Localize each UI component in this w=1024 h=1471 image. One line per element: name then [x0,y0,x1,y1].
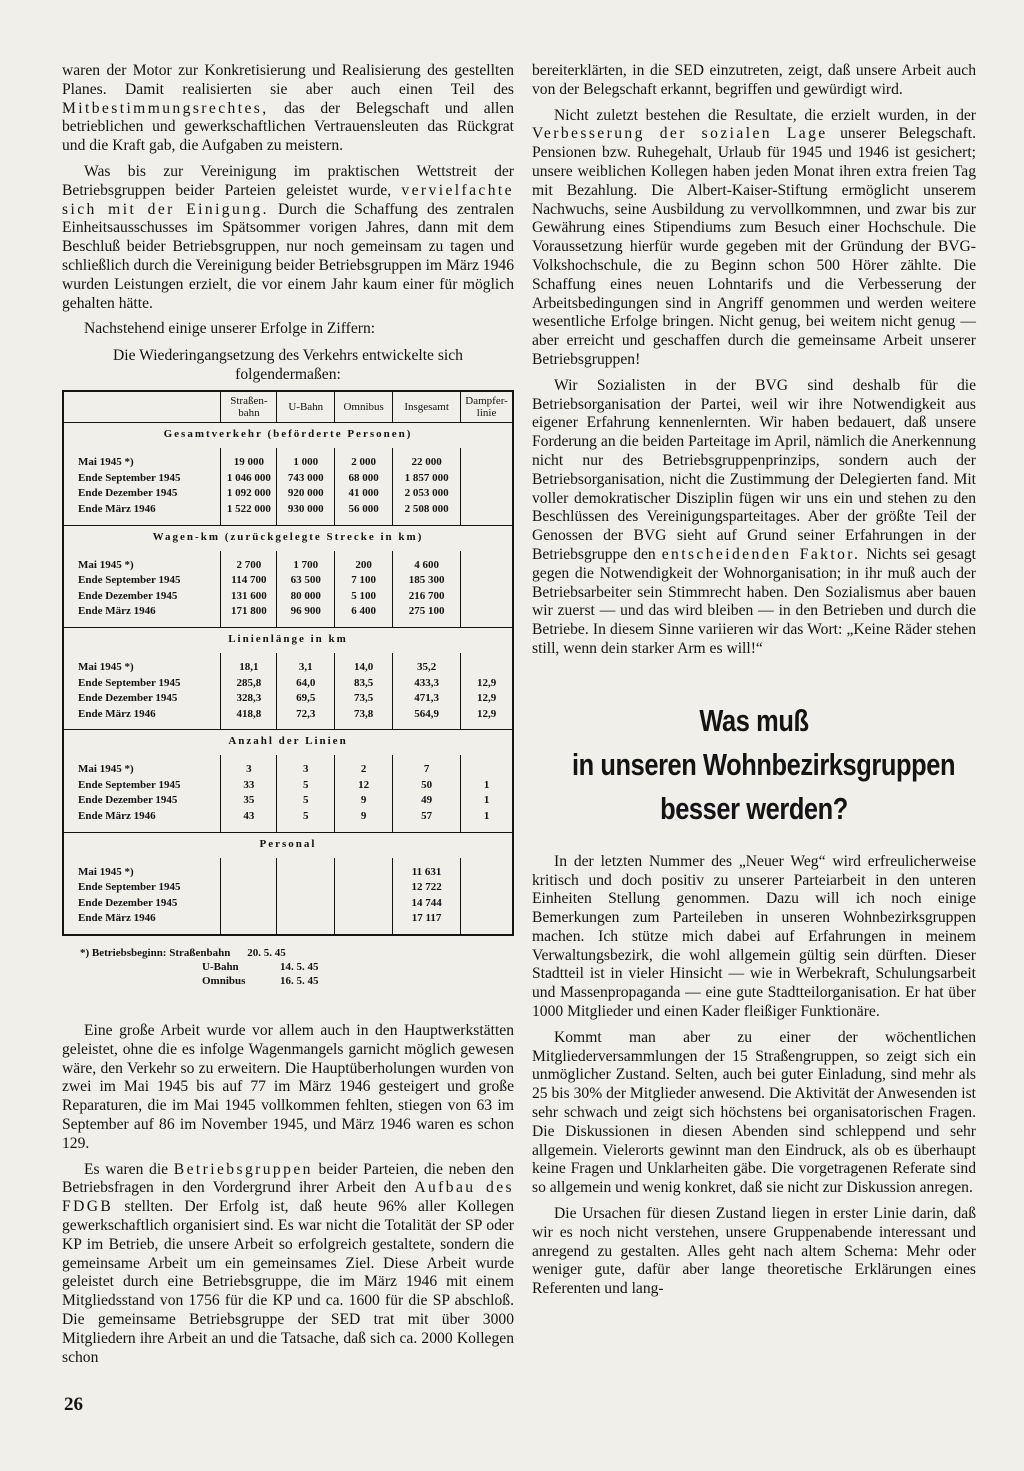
table-spacer [63,858,513,865]
table-cell: 22 000 [393,455,461,471]
table-spacer-cell [335,755,393,762]
table-spacer-cell [221,448,277,455]
table-cell: 2 000 [335,455,393,471]
table-cell: 564,9 [393,707,461,723]
paragraph: bereiterklärten, in die SED einzutreten, zeigt, daß unsere Arbeit auch von der Belegschaft erkannt, begriffen und gewürdigt wird. [532,62,976,98]
table-cell: 56 000 [335,502,393,518]
table-cell: 328,3 [221,691,277,707]
table-spacer-cell [393,825,461,833]
section-title: Gesamtverkehr (beförderte Personen) [63,423,513,449]
table-spacer-cell [277,858,335,865]
headline-line: in unseren Wohnbezirksgruppen [571,746,956,782]
headline-line: Was muß [699,702,809,738]
table-header: U-Bahn [277,391,335,423]
table-cell [221,880,277,896]
table-spacer-cell [63,653,221,660]
table-cell: 1 092 000 [221,486,277,502]
table-spacer-cell [393,551,461,558]
table-cell: 63 500 [277,573,335,589]
table-spacer-cell [461,620,513,628]
table-spacer-cell [277,448,335,455]
table-cell: 12,9 [461,676,513,692]
table-spacer-cell [277,620,335,628]
table-spacer-cell [393,518,461,526]
table-spacer-cell [277,927,335,935]
table-spacer-cell [221,755,277,762]
table-cell: 6 400 [335,604,393,620]
table-row [63,486,513,502]
table-cell [277,896,335,912]
table-cell: 5 100 [335,589,393,605]
table-header-row [63,391,513,423]
table-cell: 418,8 [221,707,277,723]
row-label: Ende März 1946 [78,605,156,618]
table-cell: 17 117 [393,911,461,927]
table-row [63,455,513,471]
footnote-row: *) Betriebsbeginn: Straßenbahn 20. 5. 45 [80,947,286,960]
table-spacer [63,722,513,730]
paragraph: waren der Motor zur Konkretisierung und Realisierung des gestellten Planes. Damit realisierten sie aber auch einen Teil des Mitbestimmungsrechtes, das der Belegschaft und allen betrieblichen und gewerkschaftlichen Vertrauensleuten das Rückgrat und die Kraft gab, die Aufgaben zu meistern. [62,62,515,155]
table-cell: 1 000 [277,455,335,471]
table-cell: 131 600 [221,589,277,605]
table-section-header [63,423,513,449]
table-cell: 35,2 [393,660,461,676]
table-header-blank [63,391,221,423]
table-cell: 43 [221,809,277,825]
table-cell: 50 [393,778,461,794]
table-cell [461,762,513,778]
table-cell [461,573,513,589]
table-cell: 3,1 [277,660,335,676]
table-footnote [80,946,514,988]
table-spacer-cell [63,858,221,865]
section-title: Linienlänge in km [63,627,513,653]
table-row [63,911,513,927]
table-cell: 73,5 [335,691,393,707]
table-cell: 11 631 [393,865,461,881]
row-label: Mai 1945 *) [78,456,134,469]
row-label: Ende Dezember 1945 [78,487,178,500]
table-spacer-cell [335,518,393,526]
table-cell: 1 700 [277,558,335,574]
table-spacer-cell [221,518,277,526]
paragraph: Was bis zur Vereinigung im praktischen Wettstreit der Betriebsgruppen beider Parteien geleistet wurde, vervielfachte sich mit der Einigung. Durch die Schaffung des zentralen Einheitsausschusses im Spätsommer vorigen Jahres, dann mit dem Beschluß beider Betriebsgruppen, nur noch gemeinsam zu tagen und schließlich durch die Vereinigung beider Betriebsgruppen im März 1946 wurden Leistungen erzielt, die vor einem Jahr kaum einer für möglich gehalten hätte. [62,162,514,312]
row-label: Ende März 1946 [78,707,156,720]
table-row [63,707,513,723]
section-title: Anzahl der Linien [63,730,513,756]
table-row [63,778,513,794]
table-cell: 12,9 [461,691,513,707]
table-cell: 2 053 000 [393,486,461,502]
table-header: Omnibus [335,391,393,423]
table-section-header [63,730,513,756]
table-cell [461,604,513,620]
table-cell: 14,0 [335,660,393,676]
table-cell [221,865,277,881]
table-spacer-cell [277,825,335,833]
table-cell: 14 744 [393,896,461,912]
table-row [63,589,513,605]
table-cell: 7 [393,762,461,778]
table-header: Straßen-bahn [221,391,277,423]
table-cell: 471,3 [393,691,461,707]
table-cell: 72,3 [277,707,335,723]
table-header: Dampfer-linie [461,391,513,423]
section-title: Wagen-km (zurückgelegte Strecke in km) [63,525,513,551]
table-row [63,660,513,676]
table-cell: 19 000 [221,455,277,471]
table-spacer-cell [221,858,277,865]
table-cell: 216 700 [393,589,461,605]
row-label: Ende März 1946 [78,810,156,823]
table-spacer-cell [221,551,277,558]
table-cell: 114 700 [221,573,277,589]
table-cell [461,660,513,676]
table-spacer [63,551,513,558]
table-row [63,880,513,896]
table-row [63,502,513,518]
table-cell: 3 [277,762,335,778]
table-spacer-cell [277,722,335,730]
row-label: Ende Dezember 1945 [78,794,178,807]
row-label: Ende März 1946 [78,912,156,925]
table-cell [335,911,393,927]
table-cell: 1 [461,793,513,809]
table-spacer-cell [335,927,393,935]
table-cell [461,455,513,471]
table-spacer-cell [277,755,335,762]
table-spacer-cell [393,858,461,865]
row-label: Mai 1945 *) [78,763,134,776]
table-cell: 4 600 [393,558,461,574]
table-cell: 171 800 [221,604,277,620]
table-spacer-cell [393,927,461,935]
row-label: Ende September 1945 [78,574,181,587]
table-cell: 64,0 [277,676,335,692]
table-cell: 49 [393,793,461,809]
table-row [63,573,513,589]
table-spacer-cell [63,448,221,455]
table-spacer-cell [393,653,461,660]
table-spacer-cell [277,653,335,660]
table-cell: 2 700 [221,558,277,574]
table-body [63,423,513,935]
table-cell: 1 046 000 [221,471,277,487]
table-cell: 57 [393,809,461,825]
paragraph: Eine große Arbeit wurde vor allem auch in den Hauptwerkstätten geleistet, ohne die es infolge Wagenmangels garnicht möglich gewesen wäre, den Verkehr so zu erweitern. Die Hauptüberholungen wurden von zwei im Mai 1945 bis auf 77 im März 1946 gesteigert und große Reparaturen, die im Mai 1945 vollkommen fehlten, stiegen von 63 im September auf 86 im November 1945, und März 1946 waren es schon 129. [62,1022,514,1152]
table-cell: 1 [461,778,513,794]
table-cell: 80 000 [277,589,335,605]
table-cell [461,865,513,881]
table-cell [221,911,277,927]
row-label: Mai 1945 *) [78,865,134,878]
table-spacer-cell [63,927,221,935]
table-caption: Die Wiederingangsetzung des Verkehrs entwickelte sich folgendermaßen: [113,347,463,384]
table-cell: 83,5 [335,676,393,692]
paragraph: Nicht zuletzt bestehen die Resultate, die erzielt wurden, in der Verbesserung der sozialen Lage unserer Belegschaft. Pensionen bzw. Ruhegehalt, Urlaub für 1945 und 1946 ist gesichert; unsere weiblichen Kollegen haben jeden Monat ihren extra freien Tag mit Bezahlung. Die Albert-Kaiser-Stiftung ermöglicht unserem Nachwuchs, seine Ausbildung zu vervollkommnen, und zwar bis zur Gewährung eines Stipendiums zum Besuch einer Hochschule. Die Voraussetzung hierfür wurde gegeben mit der Gründung der BVG-Volkshochschule, die zu Beginn schon 500 Hörer zählte. Die Schaffung eines neuen Lohntarifs und die Verbesserung der Arbeitsbedingungen sind in Angriff genommen und werden weitere wesentliche Erfolge bringen. Nicht genug, bei weitem nicht genug — aber erreicht und geschaffen durch die gemeinsame Arbeit unserer Betriebsgruppen! [532,106,976,368]
table-cell: 185 300 [393,573,461,589]
traffic-table [62,390,514,936]
table-spacer-cell [277,551,335,558]
table-row [63,676,513,692]
table-spacer [63,448,513,455]
table-cell: 920 000 [277,486,335,502]
table-cell: 73,8 [335,707,393,723]
table-spacer-cell [277,518,335,526]
table-spacer-cell [335,825,393,833]
table-spacer-cell [393,755,461,762]
page-number: 26 [64,1394,83,1415]
table-cell: 1 522 000 [221,502,277,518]
paragraph: In der letzten Nummer des „Neuer Weg“ wird erfreulicherweise kritisch und doch positiv zu unserer Parteiarbeit in den unteren Einheiten Stellung genommen. Dazu will ich noch einige Bemerkungen zum Parteileben in unseren Wohnbezirksgruppen machen. Ich stütze mich dabei auf Erfahrungen in meinem Verwaltungsbezirk, die wohl allgemein gültig sein dürften. Dieser Stadtteil ist in vieler Hinsicht — wie in Werbekraft, Schulungsarbeit und Massenpropaganda — eine gute Stadtteilorganisation. Er hat über 1000 Mitglieder und einen Kader fleißiger Funktionäre. [532,852,976,1021]
table-spacer-cell [335,448,393,455]
table-cell: 433,3 [393,676,461,692]
table-spacer-cell [221,927,277,935]
table-cell [221,896,277,912]
table-cell: 285,8 [221,676,277,692]
table-spacer-cell [335,551,393,558]
table-spacer-cell [63,722,221,730]
table-spacer-cell [63,518,221,526]
table-spacer-cell [461,518,513,526]
table-cell: 35 [221,793,277,809]
table-spacer-cell [461,927,513,935]
table-cell [461,558,513,574]
table-cell: 2 508 000 [393,502,461,518]
table-cell: 2 [335,762,393,778]
table-section-header [63,525,513,551]
table-cell [461,896,513,912]
table-row [63,691,513,707]
table-cell [461,471,513,487]
table-spacer [63,620,513,628]
table-cell: 5 [277,778,335,794]
table-spacer-cell [63,551,221,558]
table-row [63,793,513,809]
table-cell: 743 000 [277,471,335,487]
table-spacer [63,825,513,833]
table-spacer-cell [393,620,461,628]
table-cell [277,880,335,896]
table-row [63,762,513,778]
section-title: Personal [63,832,513,858]
table-spacer-cell [63,755,221,762]
table-cell: 41 000 [335,486,393,502]
table-spacer-cell [461,551,513,558]
footnote-row: Omnibus 16. 5. 45 [202,975,319,988]
table-spacer-cell [335,722,393,730]
table-cell: 68 000 [335,471,393,487]
table-cell [335,865,393,881]
footnote-row: U-Bahn 14. 5. 45 [202,961,319,974]
article-headline [571,699,956,831]
paragraph: Kommt man aber zu einer der wöchentlichen Mitgliederversammlungen der 15 Straßengruppen, so zeigt sich ein unmöglicher Zustand. Selten, auch bei guter Einladung, sind mehr als 25 bis 30% der Mitglieder anwesend. Die Aktivität der Anwesenden ist sehr schwach und zeigt sich höchstens bei organisatorischen Fragen. Die Diskussionen in diesen Abenden sind schleppend und sehr allgemein. Vielerorts gewinnt man den Eindruck, als ob es überhaupt keine Fragen und Unklarheiten gäbe. Die vorgetragenen Referate sind so allgemein und wenig konkret, daß sie nicht zur Diskussion anregen. [532,1028,976,1197]
table-spacer-cell [335,653,393,660]
table-cell: 275 100 [393,604,461,620]
table-cell: 18,1 [221,660,277,676]
table-spacer-cell [461,858,513,865]
table-row [63,558,513,574]
table-cell [461,589,513,605]
table-cell [461,911,513,927]
table-cell [461,486,513,502]
left-column [62,62,514,1374]
table-cell: 69,5 [277,691,335,707]
table-spacer [63,927,513,935]
table-spacer-cell [63,620,221,628]
row-label: Ende September 1945 [78,778,181,791]
table-spacer [63,653,513,660]
table-cell: 5 [277,793,335,809]
row-label: Mai 1945 *) [78,558,134,571]
table-spacer-cell [221,653,277,660]
table-cell [461,880,513,896]
table-cell: 200 [335,558,393,574]
row-label: Ende September 1945 [78,676,181,689]
table-spacer-cell [221,722,277,730]
table-spacer-cell [461,448,513,455]
table-header: Insgesamt [393,391,461,423]
table-cell: 7 100 [335,573,393,589]
right-column [532,62,976,1306]
table-cell: 33 [221,778,277,794]
table-cell [335,896,393,912]
table-cell: 12,9 [461,707,513,723]
table-cell [335,880,393,896]
table-cell: 3 [221,762,277,778]
table-cell [277,911,335,927]
table-spacer-cell [461,653,513,660]
table-spacer-cell [461,722,513,730]
table-cell: 12 [335,778,393,794]
table-cell: 1 [461,809,513,825]
row-label: Ende September 1945 [78,471,181,484]
table-spacer-cell [393,722,461,730]
table-spacer [63,755,513,762]
table-row [63,809,513,825]
row-label: Ende September 1945 [78,881,181,894]
paragraph: Die Ursachen für diesen Zustand liegen in erster Linie darin, daß wir es noch nicht verstehen, unsere Gruppenabende interessant und anregend zu gestalten. Alles geht nach altem Schema: Mehr oder weniger gute, dafür aber lange theoretische Erklärungen eines Referenten und lang- [532,1205,976,1298]
table-cell: 9 [335,809,393,825]
table-row [63,604,513,620]
table-cell: 9 [335,793,393,809]
table-cell: 1 857 000 [393,471,461,487]
table-spacer-cell [335,858,393,865]
table-cell: 12 722 [393,880,461,896]
table-spacer-cell [461,825,513,833]
table-spacer-cell [221,825,277,833]
table-cell: 96 900 [277,604,335,620]
paragraph: Nachstehend einige unserer Erfolge in Ziffern: [84,320,376,338]
row-label: Ende Dezember 1945 [78,896,178,909]
headline-line: besser werden? [660,790,848,826]
row-label: Ende Dezember 1945 [78,692,178,705]
table-section-header [63,832,513,858]
table-spacer-cell [393,448,461,455]
table-spacer-cell [221,620,277,628]
row-label: Mai 1945 *) [78,660,134,673]
table-row [63,896,513,912]
table-row [63,471,513,487]
paragraph: Es waren die Betriebsgruppen beider Parteien, die neben den Betriebsfragen in den Vordergrund ihrer Arbeit den Aufbau des FDGB stellten. Der Erfolg ist, daß heute 96% aller Kollegen gewerkschaftlich organisiert sind. Es war nicht die Totalität der SP oder KP im Betrieb, die unsere Arbeit so erfolgreich gestaltete, sondern die gemeinsame Arbeit um ein gemeinsames Ziel. Diese Arbeit wurde geleistet durch eine Betriebsgruppe, die im März 1946 mit einem Mitgliedsstand von 1756 für die KP und ca. 1600 für die SP abschloß. Die gemeinsame Betriebsgruppe der SED trat mit über 3000 Mitgliedern ihre Arbeit an und die Tatsache, daß sich ca. 2000 Kollegen schon [62,1160,515,1366]
table-cell: 930 000 [277,502,335,518]
table-row [63,865,513,881]
table-spacer-cell [335,620,393,628]
table-cell [277,865,335,881]
table-cell: 5 [277,809,335,825]
table-spacer [63,518,513,526]
row-label: Ende Dezember 1945 [78,589,178,602]
table-cell [461,502,513,518]
row-label: Ende März 1946 [78,502,156,515]
paragraph: Wir Sozialisten in der BVG sind deshalb für die Betriebsorganisation der Partei, weil wir ihre Notwendigkeit aus eigener Erfahrung kennenlernten. Wir haben bedauert, daß unsere Forderung an die beiden Parteitage im April, nämlich die Anerkennung nicht nur des Betriebsgruppenprinzips, sondern auch der Betriebsorganisation, nicht die Zustimmung der Delegierten fand. Mit voller demokratischer Disziplin fügen wir uns ein und stehen zu den Beschlüssen des Vereinigungsparteitages. Aber der größte Teil der Genossen der BVG sieht auf Grund seiner Erfahrungen in der Betriebsgruppe den entscheidenden Faktor. Nichts sei gesagt gegen die Notwendigkeit der Wohnorganisation; in ihr muß auch der Betriebsarbeiter sein Stimmrecht haben. Den Sozialismus aber bauen wir zuerst — und das wird bleiben — in den Betrieben und durch die Betriebe. In diesem Sinne variieren wir das Wort: „Keine Räder stehen still, wenn dein starker Arm es will!“ [532,376,977,657]
table-spacer-cell [63,825,221,833]
table-section-header [63,627,513,653]
table-spacer-cell [461,755,513,762]
